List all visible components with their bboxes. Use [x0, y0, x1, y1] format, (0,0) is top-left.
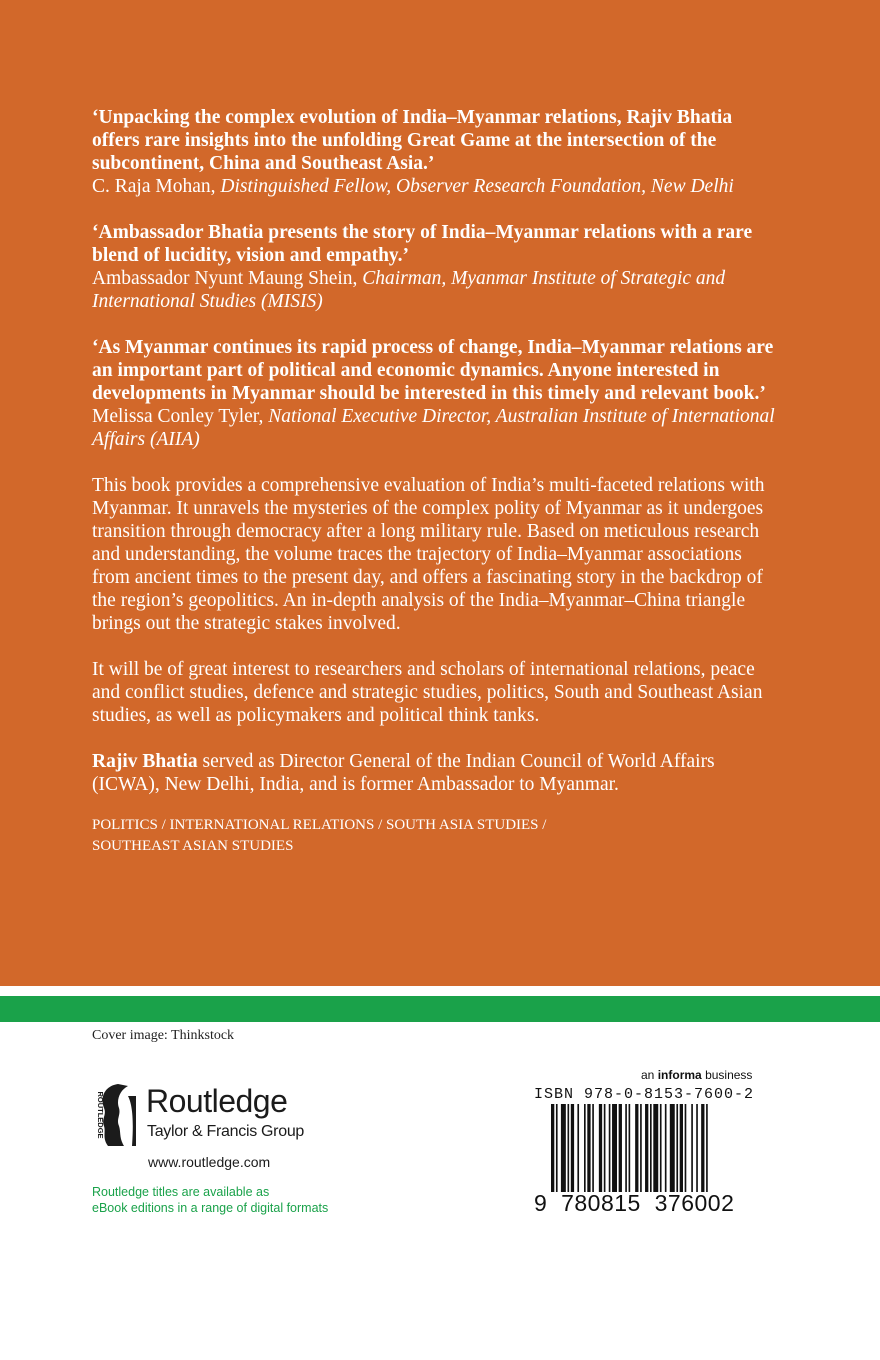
quote-attribution — [92, 267, 782, 313]
cover-image-credit: Cover image: Thinkstock — [92, 1028, 235, 1043]
barcode-bar — [612, 1104, 617, 1192]
barcode-bar — [680, 1104, 683, 1192]
barcode-bar — [670, 1104, 675, 1192]
informa-prefix: an — [641, 1068, 655, 1082]
barcode-bar — [691, 1104, 693, 1192]
barcode-group-2: 376002 — [654, 1190, 735, 1216]
informa-brand: informa — [657, 1068, 702, 1082]
publisher-group: Taylor & Francis Group — [147, 1123, 305, 1140]
isbn-label: ISBN 978-0-8153-7600-2 — [534, 1086, 755, 1103]
barcode-group-1: 780815 — [561, 1190, 641, 1216]
barcode-bar — [609, 1104, 611, 1192]
barcode-bar — [584, 1104, 586, 1192]
quote-author: Ambassador Nyunt Maung Shein, — [92, 268, 358, 289]
quote-author: Melissa Conley Tyler, — [92, 406, 264, 427]
barcode-bar — [640, 1104, 642, 1192]
endorsement-quote-3 — [92, 336, 782, 451]
subject-line-2: SOUTHEAST ASIAN STUDIES — [92, 838, 294, 854]
ebook-line-1: Routledge titles are available as — [92, 1185, 270, 1199]
barcode-bar — [645, 1104, 648, 1192]
barcode-bar — [665, 1104, 667, 1192]
author-name: Rajiv Bhatia — [92, 751, 198, 772]
publisher-url: www.routledge.com — [148, 1154, 271, 1170]
book-description: This book provides a comprehensive evaluation of India’s multi-faceted relations with Myanmar. It unravels the mysteries of the complex polity of Myanmar as it undergoes transition through democracy after a long military rule. Based on meticulous research and understanding, the volume traces the trajectory of India–Myanmar associations from ancient times to the present day, and offers a fascinating story in the backdrop of the region’s geopolitics. An in-depth analysis of the India–Myanmar–China triangle brings out the strategic stakes involved. — [92, 475, 765, 634]
subject-line-1: POLITICS / INTERNATIONAL RELATIONS / SOUTH ASIA STUDIES / — [92, 817, 547, 833]
endorsement-quote-1 — [92, 106, 782, 198]
informa-tagline — [641, 1068, 752, 1082]
barcode-bar — [685, 1104, 687, 1192]
barcode-bar — [604, 1104, 606, 1192]
barcode-bar — [660, 1104, 662, 1192]
barcode-bar — [568, 1104, 570, 1192]
barcode-bar — [625, 1104, 627, 1192]
barcode-bar — [577, 1104, 579, 1192]
barcode-bar — [650, 1104, 652, 1192]
barcode-bar — [587, 1104, 590, 1192]
barcode-first-digit: 9 — [534, 1190, 548, 1216]
white-stripe — [0, 986, 880, 996]
barcode-digits — [534, 1190, 734, 1217]
barcode-bar — [556, 1104, 558, 1192]
quote-author: C. Raja Mohan, — [92, 176, 216, 197]
barcode-bar — [619, 1104, 622, 1192]
barcode-bar — [592, 1104, 594, 1192]
barcode-bar — [701, 1104, 704, 1192]
endorsement-quote-2 — [92, 221, 782, 313]
subject-categories — [92, 815, 782, 857]
quote-text: ‘As Myanmar continues its rapid process of change, India–Myanmar relations are an important part of political and economic dynamics. Anyone interested in developments in Myanmar should be interested in this timely and relevant book.’ — [92, 337, 774, 404]
publisher-name: Routledge — [146, 1083, 288, 1119]
barcode-bar — [635, 1104, 638, 1192]
quote-role: Distinguished Fellow, Observer Research Foundation, New Delhi — [220, 176, 734, 197]
barcode-bar — [629, 1104, 631, 1192]
author-bio-text: served as Director General of the Indian Council of World Affairs (ICWA), New Delhi, India, and is former Ambassador to Myanmar. — [92, 751, 715, 795]
barcode-bar — [571, 1104, 574, 1192]
audience-paragraph: It will be of great interest to researchers and scholars of international relations, peace and conflict studies, defence and strategic studies, politics, South and Southeast Asian studies, as well as policymakers and political think tanks. — [92, 659, 763, 726]
quote-role: Chairman, Myanmar Institute of Strategic and International Studies (MISIS) — [92, 268, 726, 312]
green-stripe — [0, 996, 880, 1022]
author-bio — [92, 750, 782, 796]
quote-attribution — [92, 175, 782, 198]
logo-vertical-text: ROUTLEDGE — [96, 1091, 105, 1139]
barcode-bar — [676, 1104, 678, 1192]
ebook-notice — [92, 1184, 328, 1216]
barcode-bar — [696, 1104, 698, 1192]
barcode-bar — [599, 1104, 602, 1192]
quote-attribution — [92, 405, 782, 451]
quote-text: ‘Ambassador Bhatia presents the story of India–Myanmar relations with a rare blend of lucidity, vision and empathy.’ — [92, 222, 753, 266]
informa-suffix: business — [705, 1068, 753, 1082]
barcode-bar — [551, 1104, 554, 1192]
quote-role: National Executive Director, Australian Institute of International Affairs (AIIA) — [92, 406, 775, 450]
routledge-logo-icon — [88, 1082, 136, 1148]
isbn-barcode — [551, 1104, 761, 1192]
ebook-line-2: eBook editions in a range of digital formats — [92, 1201, 329, 1215]
cover-text-block — [92, 106, 782, 857]
quote-text: ‘Unpacking the complex evolution of India–Myanmar relations, Rajiv Bhatia offers rare insights into the unfolding Great Game at the intersection of the subcontinent, China and Southeast Asia.’ — [92, 107, 733, 174]
barcode-bar — [653, 1104, 658, 1192]
barcode-bar — [706, 1104, 708, 1192]
barcode-bar — [561, 1104, 566, 1192]
